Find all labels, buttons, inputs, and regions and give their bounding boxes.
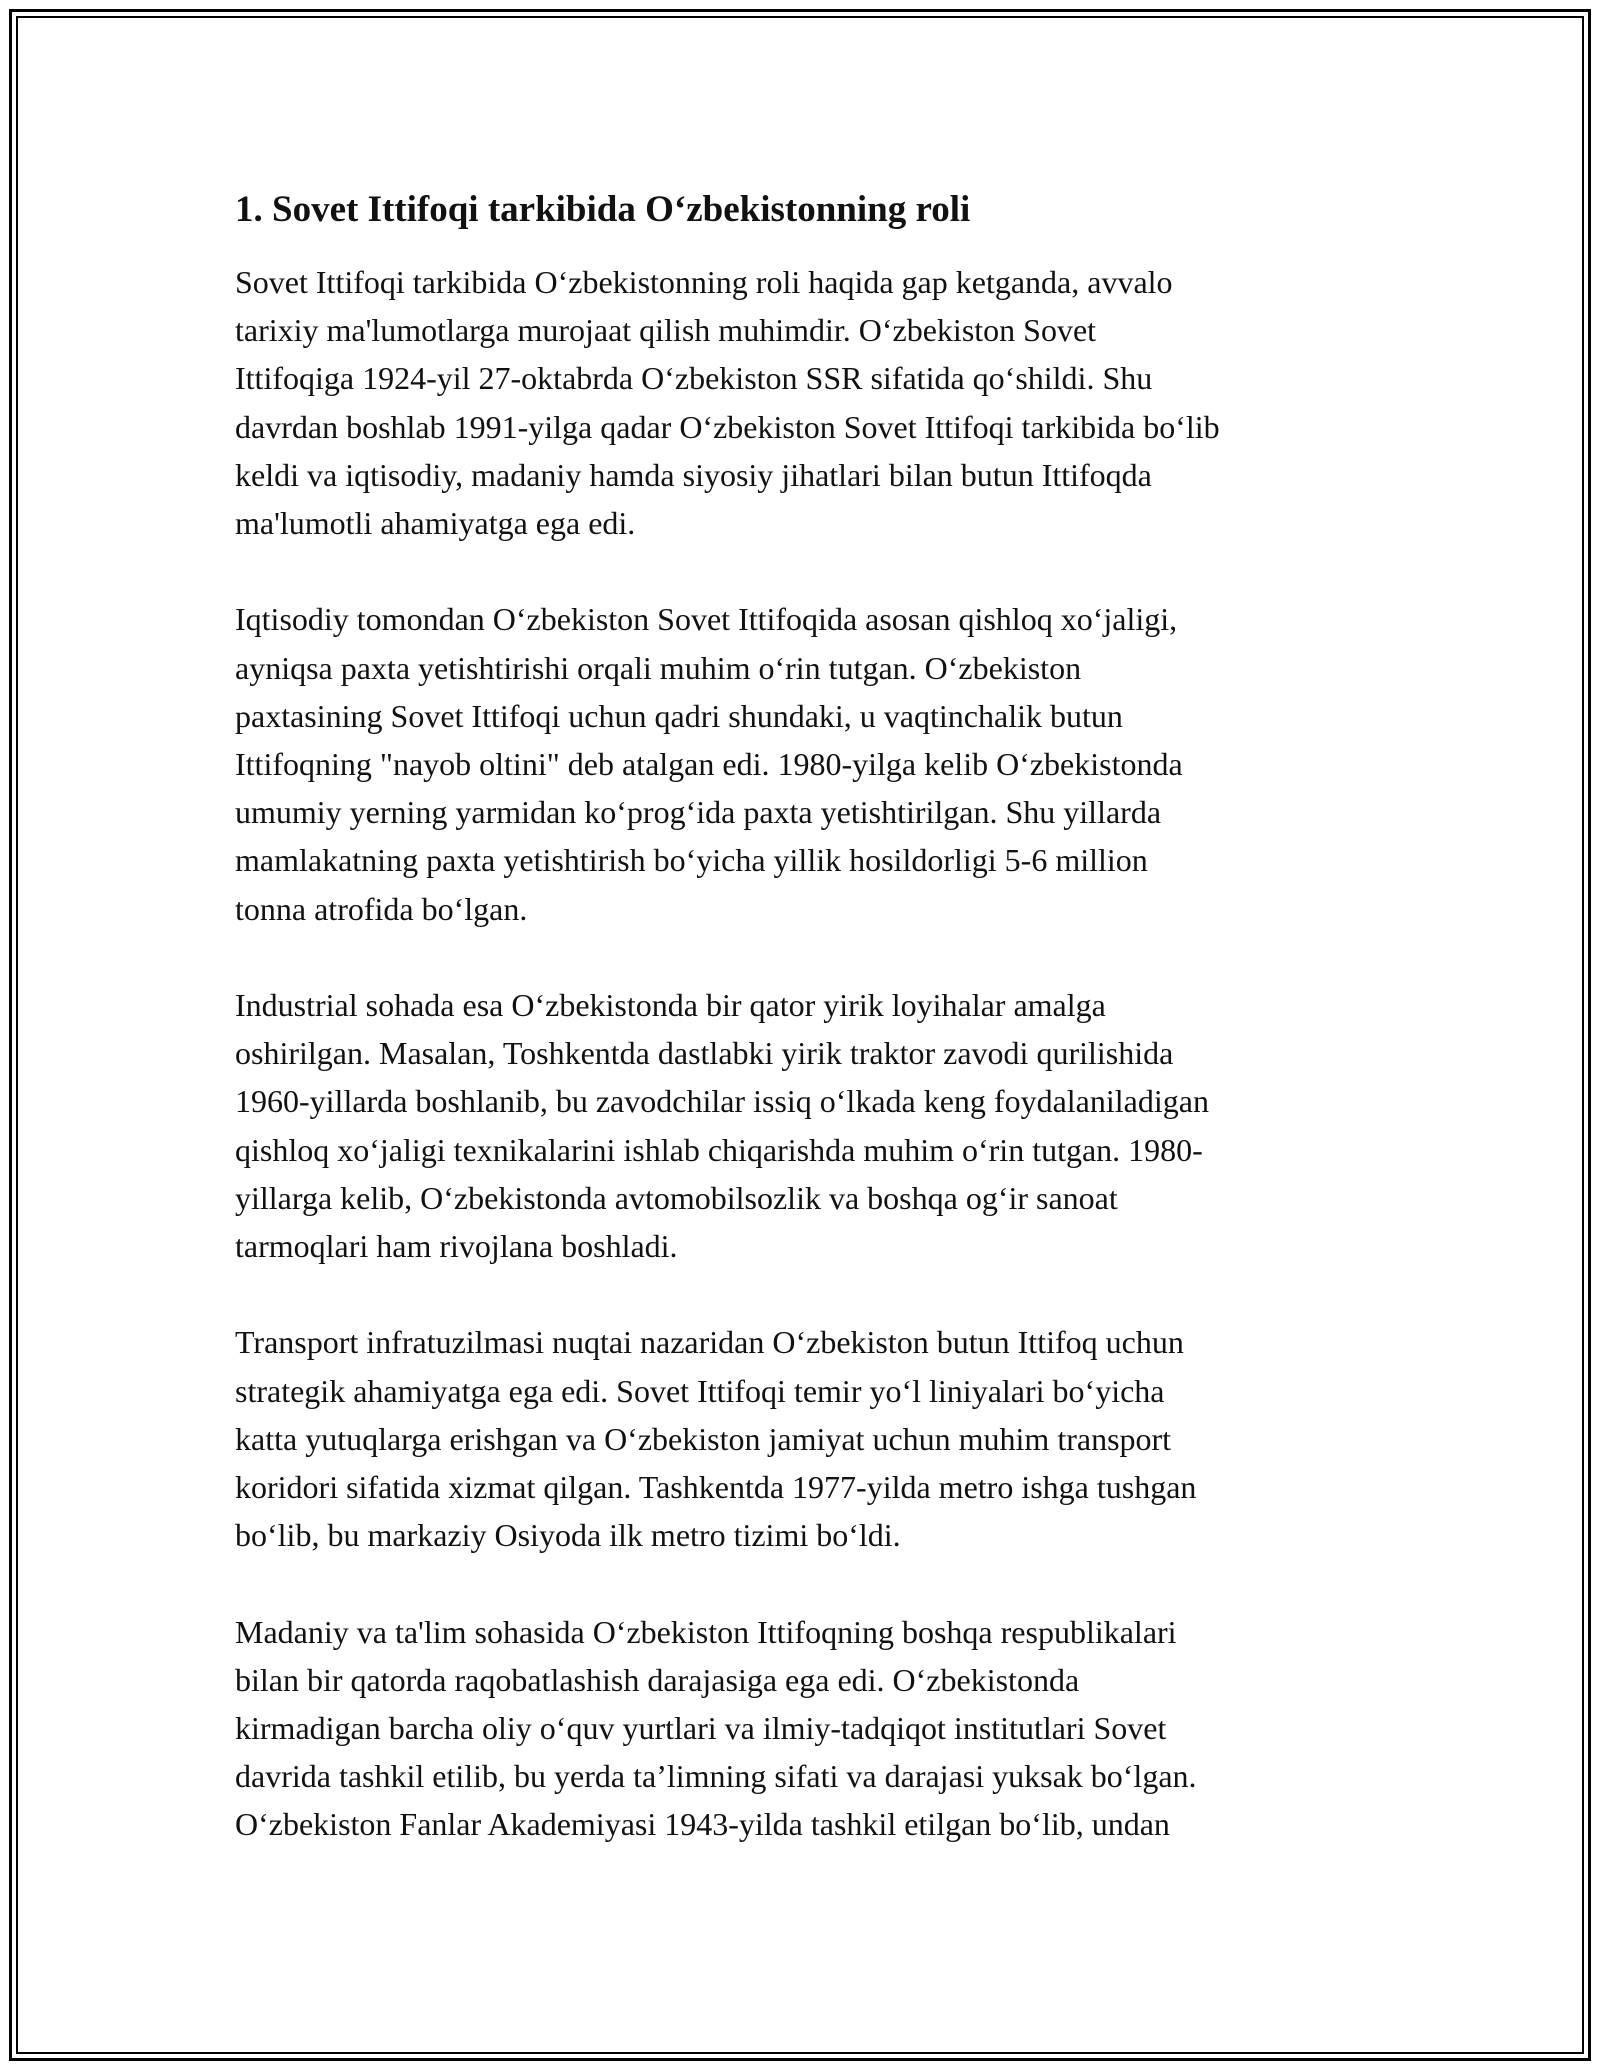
text-line: koridori sifatida xizmat qilgan. Tashkentda 1977-yilda metro ishga tushgan — [235, 1469, 1197, 1506]
text-line: 1960-yillarda boshlanib, bu zavodchilar issiq o‘lkada keng foydalaniladigan — [235, 1083, 1209, 1120]
text-line: mamlakatning paxta yetishtirish bo‘yicha yillik hosildorligi 5-6 million — [235, 842, 1148, 879]
text-line: bo‘lib, bu markaziy Osiyoda ilk metro tizimi bo‘ldi. — [235, 1517, 901, 1554]
paragraph-2 — [235, 595, 1375, 932]
text-line: umumiy yerning yarmidan ko‘prog‘ida paxta yetishtirilgan. Shu yillarda — [235, 794, 1162, 831]
text-line: O‘zbekiston Fanlar Akademiyasi 1943-yilda tashkil etilgan bo‘lib, undan — [235, 1806, 1170, 1843]
text-line: oshirilgan. Masalan, Toshkentda dastlabki yirik traktor zavodi qurilishida — [235, 1035, 1174, 1072]
text-line: katta yutuqlarga erishgan va O‘zbekiston jamiyat uchun muhim transport — [235, 1420, 1172, 1457]
text-line: Ittifoqning "nayob oltini" deb atalgan edi. 1980-yilga kelib O‘zbekistonda — [235, 746, 1183, 783]
paragraph-5 — [235, 1608, 1375, 1849]
text-line: yillarga kelib, O‘zbekistonda avtomobilsozlik va boshqa og‘ir sanoat — [235, 1179, 1118, 1216]
paragraph-1 — [235, 258, 1375, 547]
text-line: davrida tashkil etilib, bu yerda ta’limning sifati va darajasi yuksak bo‘lgan. — [235, 1758, 1197, 1795]
text-line: bilan bir qatorda raqobatlashish darajasiga ega edi. O‘zbekistonda — [235, 1661, 1080, 1698]
text-line: paxtasining Sovet Ittifoqi uchun qadri shundaki, u vaqtinchalik butun — [235, 697, 1123, 734]
text-line: ayniqsa paxta yetishtirishi orqali muhim o‘rin tutgan. O‘zbekiston — [235, 649, 1082, 686]
section-heading: 1. Sovet Ittifoqi tarkibida O‘zbekistonning roli — [235, 189, 971, 230]
text-line: qishloq xo‘jaligi texnikalarini ishlab chiqarishda muhim o‘rin tutgan. 1980- — [235, 1131, 1203, 1168]
text-line: ma'lumotli ahamiyatga ega edi. — [235, 505, 636, 542]
text-line: Sovet Ittifoqi tarkibida O‘zbekistonning roli haqida gap ketganda, avvalo — [235, 264, 1173, 300]
text-line: tarixiy ma'lumotlarga murojaat qilish muhimdir. O‘zbekiston Sovet — [235, 312, 1097, 349]
text-line: Industrial sohada esa O‘zbekistonda bir qator yirik loyihalar amalga — [235, 987, 1106, 1024]
text-line: Madaniy va ta'lim sohasida O‘zbekiston Ittifoqning boshqa respublikalari — [235, 1613, 1177, 1650]
text-line: tonna atrofida bo‘lgan. — [235, 890, 528, 927]
text-line: strategik ahamiyatga ega edi. Sovet Ittifoqi temir yo‘l liniyalari bo‘yicha — [235, 1372, 1165, 1409]
paragraph-3 — [235, 981, 1375, 1270]
text-line: Iqtisodiy tomondan O‘zbekiston Sovet Ittifoqida asosan qishloq xo‘jaligi, — [235, 601, 1178, 638]
text-line: kirmadigan barcha oliy o‘quv yurtlari va ilmiy-tadqiqot institutlari Sovet — [235, 1710, 1167, 1747]
text-line: Ittifoqiga 1924-yil 27-oktabrda O‘zbekiston SSR sifatida qo‘shildi. Shu — [235, 360, 1153, 397]
text-line: Transport infratuzilmasi nuqtai nazaridan O‘zbekiston butun Ittifoq uchun — [235, 1324, 1184, 1361]
text-line: davrdan boshlab 1991-yilga qadar O‘zbekiston Sovet Ittifoqi tarkibida bo‘lib — [235, 408, 1220, 445]
text-line: tarmoqlari ham rivojlana boshladi. — [235, 1228, 678, 1265]
document-body — [235, 186, 1375, 1897]
text-line: keldi va iqtisodiy, madaniy hamda siyosiy jihatlari bilan butun Ittifoqda — [235, 456, 1152, 493]
paragraph-4 — [235, 1318, 1375, 1559]
